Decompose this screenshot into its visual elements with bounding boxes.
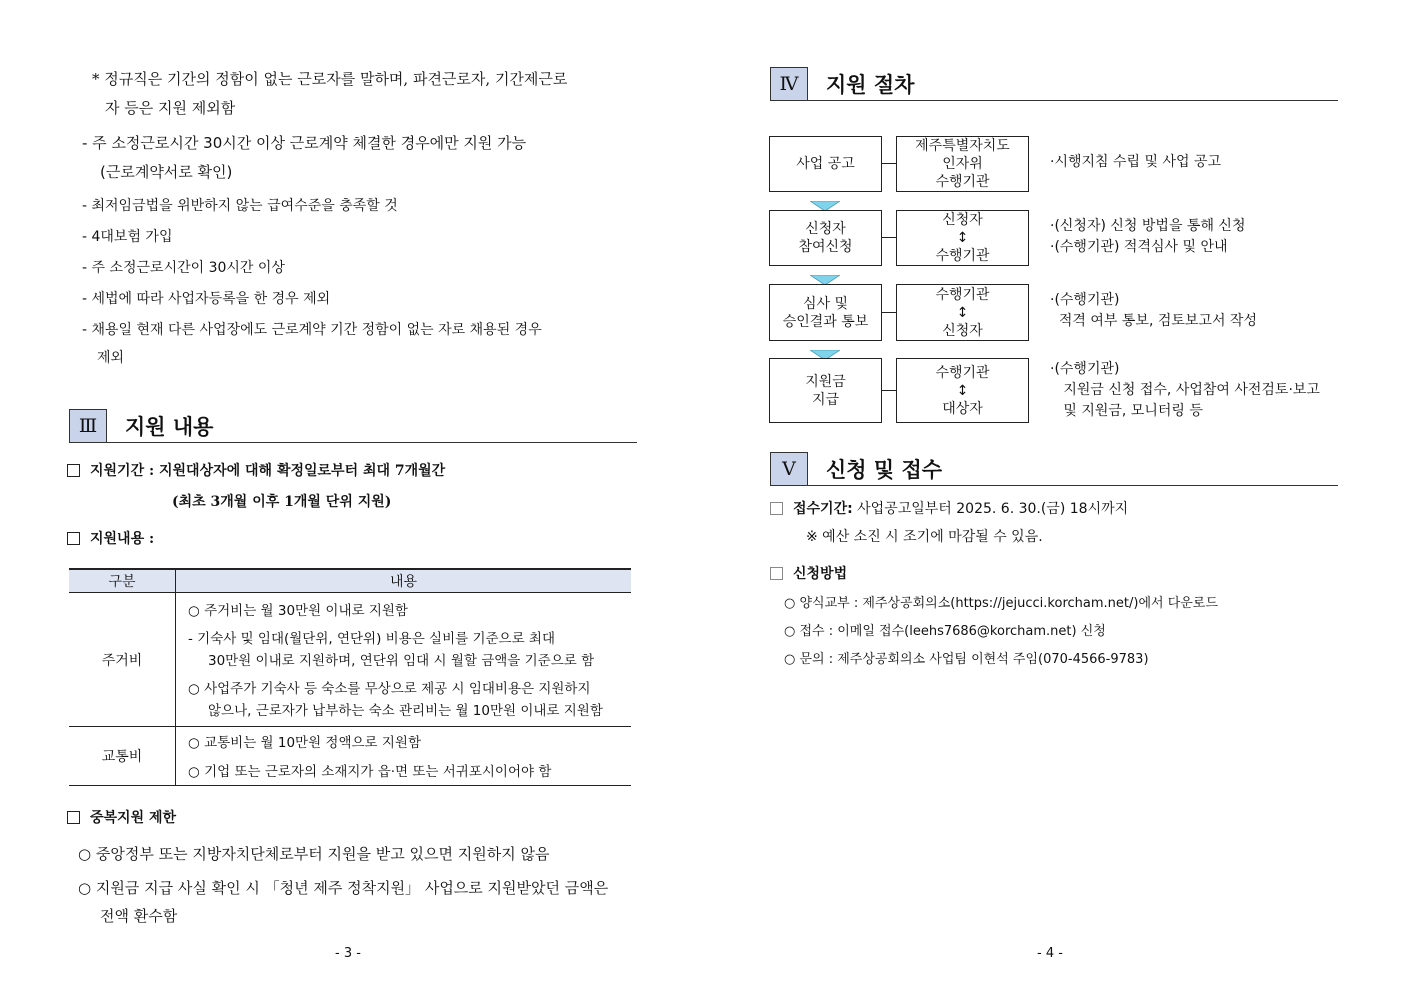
flow-step-description: ·(수행기관) 적격 여부 통보, 검토보고서 작성 [1050, 292, 1257, 329]
checkbox-icon [67, 464, 80, 477]
application-method-row [770, 563, 847, 583]
section-3-number: Ⅲ [69, 409, 107, 443]
checkbox-icon [770, 567, 783, 580]
application-period-value: 사업공고일부터 2025. 6. 30.(금) 18시까지 [857, 501, 1129, 517]
section-3-title: 지원 내용 [125, 415, 214, 439]
housing-line-4: ○ 사업주가 기숙사 등 숙소를 무상으로 제공 시 임대비용은 지원하지 [188, 681, 591, 697]
transport-line-1: ○ 교통비는 월 10만원 정액으로 지원함 [188, 735, 421, 751]
support-period-line-2: (최초 3개월 이후 1개월 단위 지원) [172, 494, 392, 510]
duplicate-line-2: ○ 지원금 지급 사실 확인 시 「청년 제주 정착지원」 사업으로 지원받았던 금액은 [78, 879, 609, 897]
method-form: ○ 양식교부 : 제주상공회의소(https://jejucci.korcham.net/)에서 다운로드 [784, 596, 1218, 611]
item-work-hours: - 주 소정근로시간이 30시간 이상 [82, 260, 285, 276]
flow-actor-box [896, 358, 1029, 423]
flow-actor-label: 수행기관 ↕ 대상자 [935, 364, 990, 417]
section-5-title: 신청 및 접수 [826, 458, 943, 482]
section-4-number: Ⅳ [770, 67, 808, 101]
note-line-1: * 정규직은 기간의 정함이 없는 근로자를 말하며, 파견근로자, 기간제근로 [92, 70, 568, 88]
section-3-header [69, 409, 637, 443]
flow-step-label: 신청자 참여신청 [798, 221, 853, 255]
application-period-label: 접수기간: [793, 501, 853, 517]
section-4-divider [770, 100, 1338, 101]
flow-step-box [769, 136, 882, 192]
page-number-3: - 3 - [335, 946, 361, 961]
flow-actor-label: 수행기관 ↕ 신청자 [935, 286, 990, 339]
duplicate-line-3: 전액 환수함 [100, 907, 178, 925]
item-other-employment-line-2: 제외 [97, 350, 125, 366]
support-period-row [67, 460, 445, 480]
item-hours-line-2: (근로계약서로 확인) [100, 163, 233, 181]
housing-line-5: 않으나, 근로자가 납부하는 숙소 관리비는 월 10만원 이내로 지원함 [208, 703, 603, 719]
flow-actor-box [896, 210, 1029, 266]
flow-step-box [769, 358, 882, 423]
note-line-2: 자 등은 지원 제외함 [105, 99, 236, 117]
section-3-divider [69, 442, 637, 443]
housing-content [176, 593, 632, 727]
duplicate-support-label: 중복지원 제한 [90, 810, 177, 826]
housing-label: 주거비 [69, 593, 176, 727]
flow-connector [881, 237, 896, 238]
table-row-housing [69, 593, 631, 727]
application-period-row [770, 498, 1128, 518]
flow-down-arrow-icon [810, 270, 840, 280]
page-number-4: - 4 - [1037, 946, 1063, 961]
transport-label: 교통비 [69, 727, 176, 786]
table-row-transport [69, 727, 631, 786]
flow-step-description: ·(수행기관) 지원금 신청 접수, 사업참여 사전검토·보고 및 지원금, 모니터링 등 [1050, 361, 1320, 419]
flow-step-label: 지원금 지급 [805, 373, 846, 408]
table-header-content: 내용 [176, 569, 632, 593]
flow-connector [881, 312, 896, 313]
flow-step-description: ·시행지침 수립 및 사업 공고 [1050, 154, 1222, 170]
flow-actor-label: 제주특별자치도 인자위 수행기관 [915, 138, 1010, 190]
flow-connector [881, 390, 896, 391]
section-4-title: 지원 절차 [826, 73, 915, 97]
section-5-divider [770, 485, 1338, 486]
flow-connector [881, 163, 896, 164]
checkbox-icon [770, 502, 783, 515]
item-insurance: - 4대보험 가입 [82, 229, 173, 245]
flow-actor-label: 신청자 ↕ 수행기관 [935, 212, 990, 264]
flow-actor-box [896, 284, 1029, 341]
item-hours-line-1: - 주 소정근로시간 30시간 이상 근로계약 체결한 경우에만 지원 가능 [82, 134, 527, 152]
housing-line-3: 30만원 이내로 지원하며, 연단위 임대 시 월할 금액을 기준으로 함 [208, 653, 595, 669]
housing-line-1: ○ 주거비는 월 30만원 이내로 지원함 [188, 603, 408, 619]
checkbox-icon [67, 811, 80, 824]
checkbox-icon [67, 532, 80, 545]
item-other-employment-line-1: - 채용일 현재 다른 사업장에도 근로계약 기간 정함이 없는 자로 채용된 경우 [82, 322, 542, 338]
support-content-label: 지원내용 : [90, 531, 155, 547]
section-4-header [770, 67, 1338, 101]
application-method-label: 신청방법 [793, 566, 848, 582]
transport-line-2: ○ 기업 또는 근로자의 소재지가 읍·면 또는 서귀포시이어야 함 [188, 764, 552, 780]
support-content-row [67, 528, 154, 548]
flow-step-box [769, 284, 882, 341]
flow-actor-box [896, 136, 1029, 192]
housing-line-2: - 기숙사 및 임대(월단위, 연단위) 비용은 실비를 기준으로 최대 [188, 631, 556, 647]
flow-down-arrow-icon [810, 345, 840, 355]
item-business-reg: - 세법에 따라 사업자등록을 한 경우 제외 [82, 291, 331, 307]
transport-content [176, 727, 632, 786]
support-period-line-1: 지원기간 : 지원대상자에 대해 확정일로부터 최대 7개월간 [90, 463, 446, 479]
flow-down-arrow-icon [810, 196, 840, 206]
table-header-category: 구분 [69, 569, 176, 593]
flow-step-label: 심사 및 승인결과 통보 [782, 295, 869, 330]
item-min-wage: - 최저임금법을 위반하지 않는 급여수준을 충족할 것 [82, 198, 398, 214]
section-5-number: Ⅴ [770, 452, 808, 486]
support-table [69, 568, 631, 786]
method-submit: ○ 접수 : 이메일 접수(leehs7686@korcham.net) 신청 [784, 624, 1106, 639]
method-contact: ○ 문의 : 제주상공회의소 사업팀 이현석 주임(070-4566-9783) [784, 652, 1149, 667]
flow-step-label: 사업 공고 [796, 156, 855, 172]
application-period-note: ※ 예산 소진 시 조기에 마감될 수 있음. [806, 529, 1043, 545]
section-5-header [770, 452, 1338, 486]
duplicate-line-1: ○ 중앙정부 또는 지방자치단체로부터 지원을 받고 있으면 지원하지 않음 [78, 845, 550, 863]
duplicate-support-row [67, 807, 176, 827]
flow-step-box [769, 210, 882, 266]
flow-step-description: ·(신청자) 신청 방법을 통해 신청 ·(수행기관) 적격심사 및 안내 [1050, 218, 1246, 255]
